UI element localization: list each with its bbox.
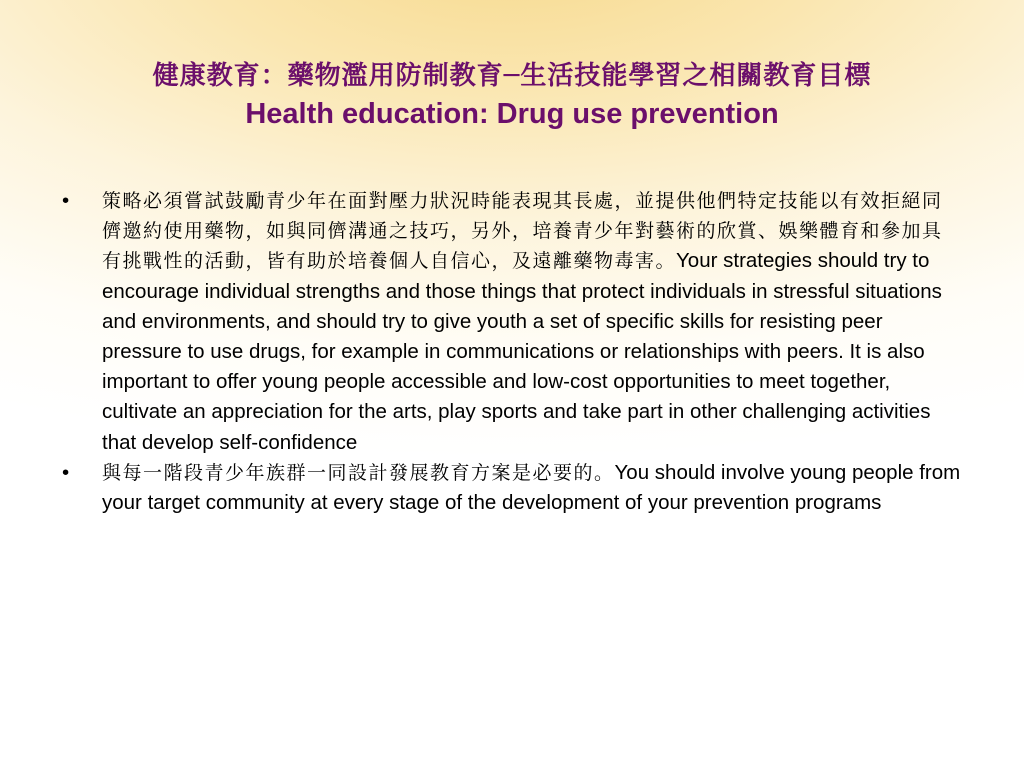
bullet-text-chinese: 與每一階段青少年族群一同設計發展教育方案是必要的。 <box>102 461 615 484</box>
bullet-text-chinese: 策略必須嘗試鼓勵青少年在面對壓力狀況時能表現其長處，並提供他們特定技能以有效拒絕同儕邀約使用藥物，如與同儕溝通之技巧，另外，培養青少年對藝術的欣賞、娛樂體育和參加具有挑戰性的活動，皆有助於培養個人自信心，及遠離藥物毒害。 <box>102 190 943 273</box>
title-chinese: 健康教育：藥物濫用防制教育─生活技能學習之相關教育目標 <box>152 61 872 91</box>
bullet-marker: • <box>62 189 70 212</box>
slide-title <box>0 58 1024 132</box>
bullet-text-english: Your strategies should try to encourage individual strengths and those things that protect individuals in stressful situations and environments, and should try to give youth a set of specific skills for resisting peer pressure to use drugs, for example in communications or relationships with peers. It is also important to offer young people accessible and low-cost opportunities to meet together, cultivate an appreciation for the arts, play sports and take part in other challenging activities that develop self-confidence <box>102 249 942 454</box>
bullet-list <box>62 186 962 518</box>
bullet-item-strategies <box>62 186 962 458</box>
bullet-marker: • <box>62 460 70 484</box>
title-english: Health education: Drug use prevention <box>245 98 779 130</box>
bullet-text-english: You should involve young people from your target community at every stage of the development of your prevention programs <box>102 460 961 515</box>
bullet-item-involve-youth <box>62 458 962 518</box>
